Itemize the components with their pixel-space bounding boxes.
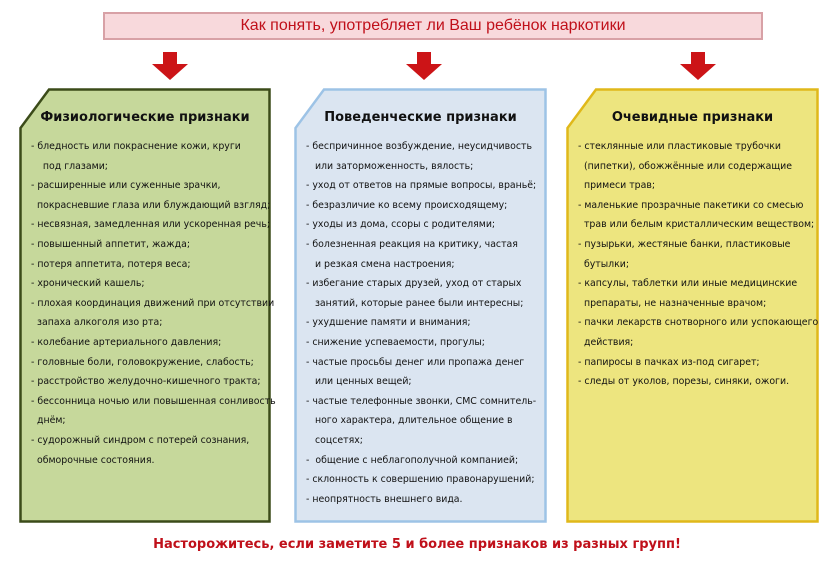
list-item: или заторможенность, вялость;	[306, 160, 474, 172]
list-item: - головные боли, головокружение, слабость;	[31, 356, 254, 368]
list-item: - неопрятность внешнего вида.	[306, 493, 463, 505]
obvious-signs-title: Очевидные признаки	[611, 110, 774, 125]
list-item: - общение с неблагополучной компанией;	[306, 454, 519, 466]
list-item: примеси трав;	[578, 180, 656, 192]
list-item: запаха алкоголя изо рта;	[31, 317, 163, 329]
list-item: - уход от ответов на прямые вопросы, враньё;	[306, 180, 537, 192]
list-item: - склонность к совершению правонарушений;	[306, 474, 535, 486]
list-item: бутылки;	[578, 258, 630, 270]
list-item: - расстройство желудочно-кишечного тракта;	[31, 376, 261, 388]
arrow-down-icon-2	[406, 52, 442, 80]
list-item: - пачки лекарств снотворного или успокающего	[578, 317, 819, 329]
list-item: - стеклянные или пластиковые трубочки	[578, 141, 782, 152]
physiological-signs-card	[19, 88, 276, 523]
list-item: - капсулы, таблетки или иные медицинские	[578, 278, 798, 290]
physiological-signs-list	[31, 137, 276, 470]
list-item: - несвязная, замедленная или ускоренная речь;	[31, 219, 271, 231]
list-item: - маленькие прозрачные пакетики со смесью	[578, 199, 804, 211]
list-item: - хронический кашель;	[31, 278, 145, 290]
list-item: обморочные состояния.	[31, 454, 155, 466]
list-item: действия;	[578, 336, 634, 348]
page-title: Как понять, употребляет ли Ваш ребёнок наркотики	[103, 12, 763, 40]
behavioral-signs-card	[294, 88, 547, 523]
behavioral-signs-list	[306, 137, 543, 509]
list-item: - избегание старых друзей, уход от старых	[306, 278, 522, 290]
list-item: - пузырьки, жестяные банки, пластиковые	[578, 238, 791, 250]
list-item: - уходы из дома, ссоры с родителями;	[306, 219, 496, 231]
list-item: (пипетки), обожжённые или содержащие	[578, 160, 793, 172]
list-item: - снижение успеваемости, прогулы;	[306, 336, 485, 348]
list-item: покрасневшие глаза или блуждающий взгляд;	[31, 199, 271, 211]
list-item: занятий, которые ранее были интересны;	[306, 297, 524, 309]
list-item: - плохая координация движений при отсутствии	[31, 297, 275, 309]
list-item: соцсетях;	[306, 434, 363, 446]
obvious-signs-list	[578, 137, 819, 392]
list-item: - следы от уколов, порезы, синяки, ожоги.	[578, 376, 790, 388]
list-item: - повышенный аппетит, жажда;	[31, 238, 191, 250]
list-item: - беспричинное возбуждение, неусидчивость	[306, 141, 533, 152]
list-item: - папиросы в пачках из-под сигарет;	[578, 356, 760, 368]
obvious-signs-card	[566, 88, 819, 523]
physiological-signs-title: Физиологические признаки	[40, 110, 250, 125]
list-item: ного характера, длительное общение в	[306, 415, 513, 427]
list-item: - потеря аппетита, потеря веса;	[31, 258, 191, 270]
list-item: - колебание артериального давления;	[31, 336, 222, 348]
list-item: препараты, не назначенные врачом;	[578, 297, 767, 309]
list-item: - частые просьбы денег или пропажа денег	[306, 356, 525, 368]
list-item: трав или белым кристаллическим веществом;	[578, 219, 815, 231]
list-item: и резкая смена настроения;	[306, 258, 455, 270]
list-item: - бессонница ночью или повышенная сонливость	[31, 395, 276, 407]
list-item: - ухудшение памяти и внимания;	[306, 317, 471, 329]
list-item: - безразличие ко всему происходящему;	[306, 199, 508, 211]
arrow-down-icon-3	[680, 52, 716, 80]
footer-warning: Насторожитесь, если заметите 5 и более признаков из разных групп!	[153, 537, 681, 552]
list-item: или ценных вещей;	[306, 376, 412, 388]
list-item: - болезненная реакция на критику, частая	[306, 238, 518, 250]
list-item: днём;	[31, 415, 66, 427]
list-item: - расширенные или суженные зрачки,	[31, 180, 221, 192]
list-item: - судорожный синдром с потерей сознания,	[31, 434, 250, 446]
list-item: - бледность или покраснение кожи, круги	[31, 141, 241, 152]
list-item: под глазами;	[31, 160, 108, 172]
arrow-down-icon-1	[152, 52, 188, 80]
behavioral-signs-title: Поведенческие признаки	[324, 110, 517, 125]
list-item: - частые телефонные звонки, СМС сомнитель-	[306, 395, 537, 407]
